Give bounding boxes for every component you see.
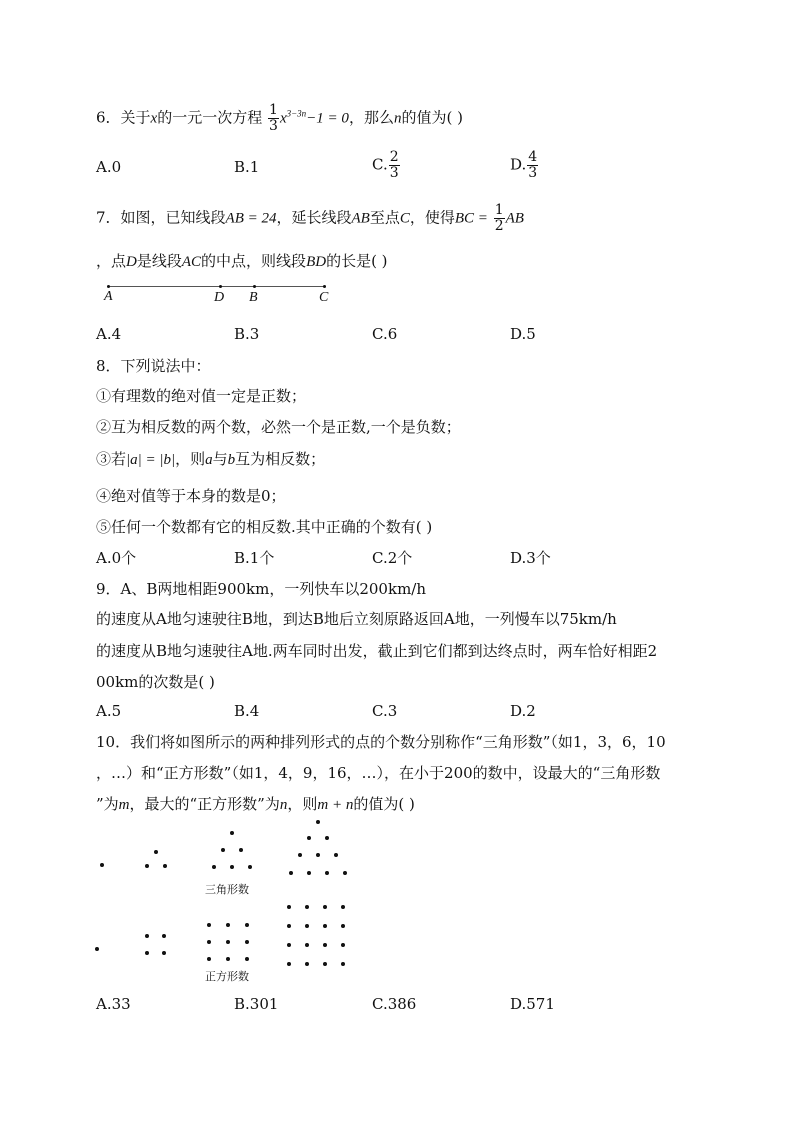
q10-option-c[interactable]: C.386 bbox=[372, 995, 417, 1013]
q8-option-a[interactable]: A.0个 bbox=[96, 549, 137, 567]
tri-dot bbox=[334, 853, 338, 857]
point-c bbox=[323, 285, 326, 288]
sq-dot bbox=[323, 943, 327, 947]
q9-stem-line3: 的速度从B地匀速驶往A地.两车同时出发，截止到它们都到达终点时，两车恰好相距2 bbox=[96, 642, 658, 660]
q7-stem-line2: ，点D是线段AC的中点，则线段BD的长是( ) bbox=[96, 252, 388, 270]
q10-stem-line1: 10．我们将如图所示的两种排列形式的点的个数分别称作“三角形数”（如1，3，6，10 bbox=[96, 733, 666, 751]
sq-dot bbox=[162, 934, 166, 938]
sq-dot bbox=[287, 905, 291, 909]
tri-dot bbox=[325, 871, 329, 875]
q9-option-d[interactable]: D.2 bbox=[510, 702, 536, 720]
sq-dot bbox=[287, 962, 291, 966]
q6-option-a[interactable]: A.0 bbox=[96, 158, 122, 176]
q7-option-b[interactable]: B.3 bbox=[234, 325, 260, 343]
q8-option-c[interactable]: C.2个 bbox=[372, 549, 413, 567]
q7-option-c[interactable]: C.6 bbox=[372, 325, 398, 343]
q6-option-c[interactable]: C. $\frac{2}{3}$ bbox=[372, 149, 399, 181]
sq-dot bbox=[207, 957, 211, 961]
tri-dot bbox=[221, 848, 225, 852]
sq-dot bbox=[207, 923, 211, 927]
tri-dot bbox=[343, 871, 347, 875]
tri-dot bbox=[239, 848, 243, 852]
sq-dot bbox=[323, 905, 327, 909]
tri-dot bbox=[298, 853, 302, 857]
q8-option-d[interactable]: D.3个 bbox=[510, 549, 551, 567]
q8-statement-1: ①有理数的绝对值一定是正数； bbox=[96, 387, 307, 405]
q9-option-a[interactable]: A.5 bbox=[96, 702, 122, 720]
sq-dot bbox=[341, 962, 345, 966]
q9-option-c[interactable]: C.3 bbox=[372, 702, 398, 720]
tri-dot bbox=[248, 865, 252, 869]
sq-dot bbox=[305, 943, 309, 947]
sq-dot bbox=[245, 923, 249, 927]
sq-dot bbox=[207, 940, 211, 944]
q8-statement-4: ④绝对值等于本身的数是0； bbox=[96, 487, 286, 505]
sq-dot bbox=[162, 951, 166, 955]
label-b: B bbox=[249, 290, 258, 305]
tri-dot bbox=[212, 865, 216, 869]
caption-triangular: 三角形数 bbox=[205, 883, 249, 896]
sq-dot bbox=[245, 940, 249, 944]
tri-dot bbox=[307, 871, 311, 875]
label-c: C bbox=[319, 290, 329, 305]
sq-dot bbox=[305, 962, 309, 966]
q7-option-a[interactable]: A.4 bbox=[96, 325, 122, 343]
sq-dot bbox=[323, 962, 327, 966]
point-b bbox=[253, 285, 256, 288]
label-d: D bbox=[214, 290, 225, 305]
q10-stem-line3: ”为m，最大的“正方形数”为n，则m + n的值为( ) bbox=[96, 795, 415, 813]
sq-dot bbox=[226, 957, 230, 961]
q8-statement-5: ⑤任何一个数都有它的相反数.其中正确的个数有( ) bbox=[96, 518, 433, 536]
point-d bbox=[219, 285, 222, 288]
tri-dot bbox=[100, 863, 104, 867]
segment-line bbox=[108, 286, 326, 287]
tri-dot bbox=[316, 853, 320, 857]
sq-dot bbox=[287, 943, 291, 947]
sq-dot bbox=[145, 934, 149, 938]
sq-dot bbox=[341, 924, 345, 928]
q10-option-d[interactable]: D.571 bbox=[510, 995, 555, 1013]
q9-option-b[interactable]: B.4 bbox=[234, 702, 260, 720]
tri-dot bbox=[154, 850, 158, 854]
sq-dot bbox=[305, 905, 309, 909]
q8-stem: 8．下列说法中： bbox=[96, 357, 211, 375]
q10-option-b[interactable]: B.301 bbox=[234, 995, 279, 1013]
tri-dot bbox=[289, 871, 293, 875]
tri-dot bbox=[163, 864, 167, 868]
tri-dot bbox=[316, 820, 320, 824]
q6-option-d[interactable]: D. $\frac{4}{3}$ bbox=[510, 149, 538, 181]
sq-dot bbox=[245, 957, 249, 961]
sq-dot bbox=[145, 951, 149, 955]
caption-square: 正方形数 bbox=[205, 970, 249, 983]
sq-dot bbox=[323, 924, 327, 928]
sq-dot bbox=[287, 924, 291, 928]
q6-stem: 6．关于x的一元一次方程 $\frac{1}{3}$ $x^{3-3n}-1 = 0$，那么n的值为( ) bbox=[96, 102, 463, 134]
point-a bbox=[107, 285, 110, 288]
label-a: A bbox=[104, 289, 113, 304]
tri-dot bbox=[230, 831, 234, 835]
q10-option-a[interactable]: A.33 bbox=[96, 995, 131, 1013]
sq-dot bbox=[341, 943, 345, 947]
sq-dot bbox=[95, 947, 99, 951]
q7-option-d[interactable]: D.5 bbox=[510, 325, 536, 343]
q9-stem-line2: 的速度从A地匀速驶往B地，到达B地后立刻原路返回A地，一列慢车以75km/h bbox=[96, 610, 617, 628]
q7-stem-line1: 7．如图，已知线段AB = 24，延长线段AB至点C，使得BC = $\frac{1}{2}$ AB bbox=[96, 202, 524, 234]
q8-option-b[interactable]: B.1个 bbox=[234, 549, 275, 567]
q6-option-b[interactable]: B.1 bbox=[234, 158, 260, 176]
q8-statement-3: ③若|a| = |b|，则a与b互为相反数； bbox=[96, 450, 326, 468]
q10-stem-line2: ，…）和“正方形数”（如1，4，9，16，…），在小于200的数中，设最大的“三角形数 bbox=[96, 764, 661, 782]
sq-dot bbox=[341, 905, 345, 909]
tri-dot bbox=[145, 864, 149, 868]
tri-dot bbox=[307, 836, 311, 840]
sq-dot bbox=[305, 924, 309, 928]
sq-dot bbox=[226, 923, 230, 927]
sq-dot bbox=[226, 940, 230, 944]
q8-statement-2: ②互为相反数的两个数，必然一个是正数,一个是负数； bbox=[96, 418, 461, 436]
tri-dot bbox=[230, 865, 234, 869]
q6-fraction: $\frac{1}{3}$ bbox=[269, 102, 278, 134]
q9-stem-line4: 00km的次数是( ) bbox=[96, 673, 215, 691]
q9-stem-line1: 9．A、B两地相距900km，一列快车以200km/h bbox=[96, 580, 427, 598]
tri-dot bbox=[325, 836, 329, 840]
